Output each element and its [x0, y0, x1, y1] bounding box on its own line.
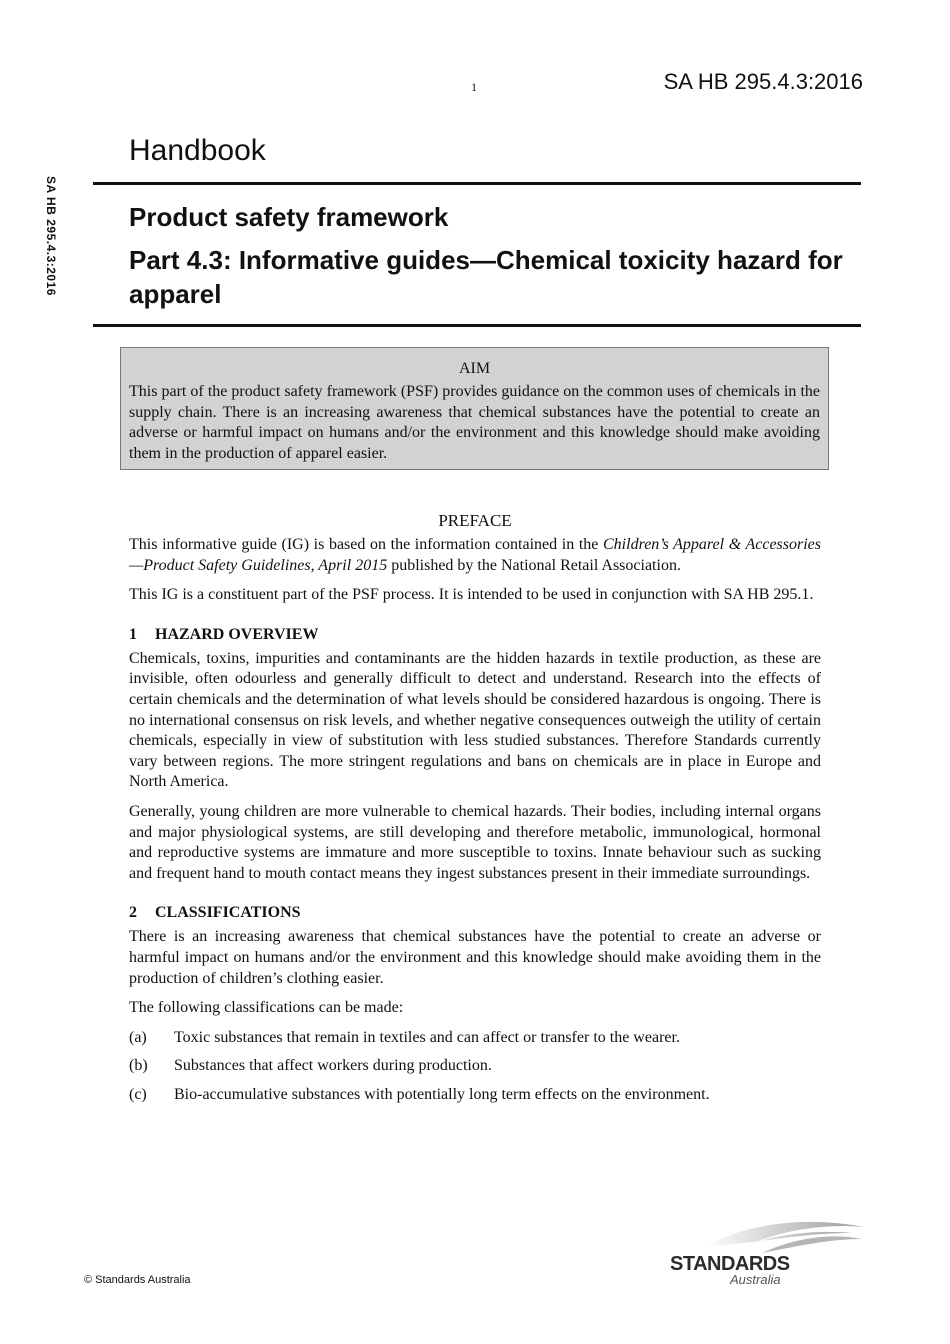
page-number: 1	[471, 80, 477, 94]
section-1-paragraph-2: Generally, young children are more vulnerable to chemical hazards. Their bodies, including internal organs and major physiological systems, are still developing and therefore metabolic, immunological, hormonal and reproductive systems are immature and more susceptible to toxins. Innate behaviour such as sucking and frequent hand to mouth contact means they ingest substances present in their immediate surroundings.	[129, 802, 821, 882]
title-rule-top	[93, 182, 861, 185]
aim-box	[120, 347, 829, 470]
preface-text-end: published by the National Retail Association.	[387, 556, 681, 574]
section-2-paragraph-1: There is an increasing awareness that chemical substances have the potential to create an adverse or harmful impact on humans and/or the environment and this knowledge should make avoiding them in the production of children’s clothing easier.	[129, 928, 821, 987]
aim-heading: AIM	[458, 360, 491, 377]
section-1-paragraph-1: Chemicals, toxins, impurities and contaminants are the hidden hazards in textile production, as these are invisible, often odourless and generally difficult to detect and understand. Research into the effects of certain chemicals and the determination of what levels should be considered hazardous is ongoing. There is no international consensus on risk levels, and whether negative consequences outweigh the utility of certain chemicals, especially in view of substitution with less studied substances. Therefore Standards currently vary between regions. The more stringent regulations and bans on chemicals are in place in Europe and North America.	[129, 649, 821, 791]
standards-australia-logo	[668, 1217, 868, 1289]
document-type: Handbook	[129, 134, 266, 167]
list-marker: (a)	[129, 1028, 147, 1046]
logo-swoosh-icon	[702, 1217, 868, 1257]
list-item	[129, 1028, 821, 1049]
section-title: CLASSIFICATIONS	[155, 904, 301, 922]
list-item	[129, 1056, 821, 1077]
preface-paragraph-1	[129, 535, 821, 576]
list-item	[129, 1085, 821, 1106]
preface-heading: PREFACE	[438, 511, 512, 530]
preface-paragraph-2: This IG is a constituent part of the PSF process. It is intended to be used in conjunction with SA HB 295.1.	[129, 586, 814, 604]
section-title: HAZARD OVERVIEW	[155, 625, 319, 643]
side-document-code: SA HB 295.4.3:2016	[44, 176, 58, 296]
logo-subtext: Australia	[730, 1272, 781, 1287]
section-2-paragraph-2: The following classifications can be made:	[129, 999, 404, 1017]
section-number: 1	[129, 625, 137, 643]
preface-text: This informative guide (IG) is based on the information contained in the	[129, 536, 603, 553]
list-marker: (b)	[129, 1057, 148, 1075]
list-item-text: Bio-accumulative substances with potentially long term effects on the environment.	[174, 1085, 710, 1103]
page-subtitle: Part 4.3: Informative guides—Chemical toxicity hazard for apparel	[129, 245, 843, 309]
section-number: 2	[129, 904, 137, 922]
page-title: Product safety framework	[129, 202, 449, 232]
title-rule-bottom	[93, 324, 861, 327]
aim-text: This part of the product safety framework (PSF) provides guidance on the common uses of chemicals in the supply chain. There is an increasing awareness that chemical substances have the potential to create an adverse or harmful impact on humans and/or the environment and this knowledge should make avoiding them in the production of apparel easier.	[129, 383, 820, 462]
section-2-heading	[129, 904, 821, 922]
list-item-text: Toxic substances that remain in textiles and can affect or transfer to the wearer.	[174, 1028, 680, 1046]
list-marker: (c)	[129, 1085, 147, 1103]
logo-wordmark: STANDARDS	[670, 1253, 790, 1275]
section-1-heading	[129, 626, 821, 644]
referenced-document-title: Children’s Apparel & Accessories—Product Safety Guidelines, April 2015	[129, 536, 822, 574]
main-content	[129, 511, 821, 1113]
copyright-notice: © Standards Australia	[84, 1274, 191, 1286]
document-code: SA HB 295.4.3:2016	[663, 69, 863, 94]
list-item-text: Substances that affect workers during production.	[174, 1057, 492, 1075]
